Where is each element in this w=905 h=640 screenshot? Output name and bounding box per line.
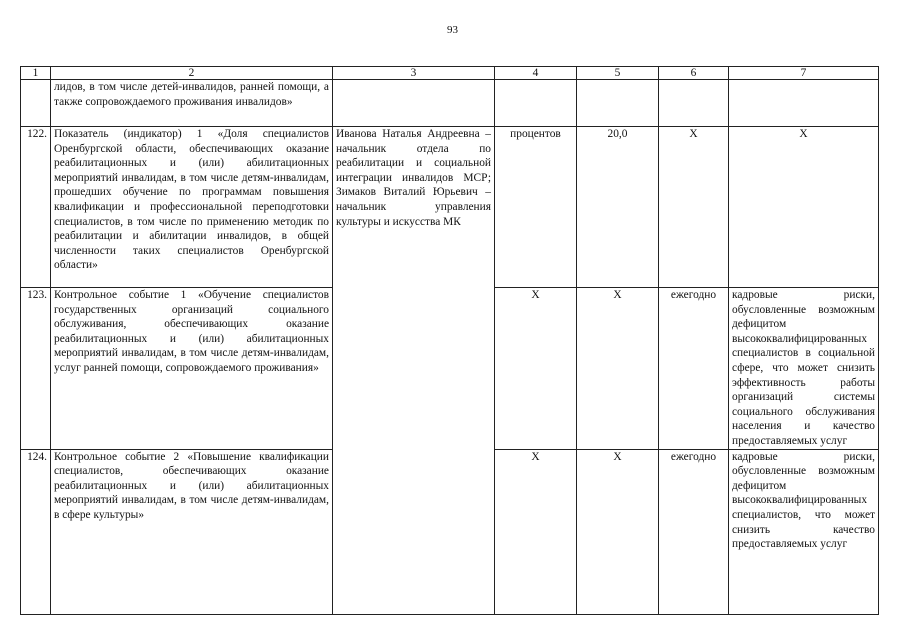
row-period: ежегодно — [659, 288, 729, 450]
row-name: лидов, в том числе детей-инвалидов, ранней помощи, а также сопровождаемого проживания инвалидов» — [51, 80, 333, 127]
table-row — [21, 80, 879, 127]
row-number: 123. — [21, 288, 51, 450]
row-risks: кадровые риски, обусловленные возможным дефицитом высококвалифицированных специалистов в социальной сфере, что может снизить эффективность работы организаций системы социального обслуживания населения и качество предоставляемых услуг — [729, 288, 879, 450]
row-number: 122. — [21, 127, 51, 288]
row-risks: Х — [729, 127, 879, 288]
row-risks — [729, 80, 879, 127]
row-number — [21, 80, 51, 127]
header-col-5: 5 — [577, 67, 659, 80]
row-risks: кадровые риски, обусловленные возможным дефицитом высококвалифицированных специалистов, что может снизить качество предоставляемых услуг — [729, 449, 879, 614]
row-value — [577, 80, 659, 127]
row-responsible: Иванова Наталья Андреевна – начальник отдела по реабилитации и социальной интеграции инвалидов МСР; Зимаков Виталий Юрьевич – начальник управления культуры и искусства МК — [333, 127, 495, 615]
header-col-4: 4 — [495, 67, 577, 80]
row-value: Х — [577, 288, 659, 450]
row-name: Показатель (индикатор) 1 «Доля специалистов Оренбургской области, обеспечивающих оказание реабилитационных и (или) абилитационных мероприятий инвалидам, в том числе детям-инвалидам, прошедших обучение по программам повышения квалификации и профессиональной переподготовки специалистов, в том числе по применению методик по реабилитации и абилитации инвалидов, в общей численности таких специалистов Оренбургской области» — [51, 127, 333, 288]
row-unit: Х — [495, 288, 577, 450]
row-unit — [495, 80, 577, 127]
page-number: 93 — [447, 24, 458, 36]
header-col-1: 1 — [21, 67, 51, 80]
header-row — [21, 67, 879, 80]
row-responsible — [333, 80, 495, 127]
header-col-2: 2 — [51, 67, 333, 80]
table-row — [21, 127, 879, 288]
row-name: Контрольное событие 2 «Повышение квалификации специалистов, обеспечивающих оказание реабилитационных и (или) абилитационных мероприятий инвалидам, в том числе детям-инвалидам, в сфере культуры» — [51, 449, 333, 614]
row-unit: процентов — [495, 127, 577, 288]
row-period — [659, 80, 729, 127]
row-number: 124. — [21, 449, 51, 614]
header-col-3: 3 — [333, 67, 495, 80]
row-unit: Х — [495, 449, 577, 614]
row-value: 20,0 — [577, 127, 659, 288]
row-value: Х — [577, 449, 659, 614]
row-period: ежегодно — [659, 449, 729, 614]
header-col-6: 6 — [659, 67, 729, 80]
header-col-7: 7 — [729, 67, 879, 80]
plan-table — [20, 66, 879, 615]
row-period: Х — [659, 127, 729, 288]
row-name: Контрольное событие 1 «Обучение специалистов государственных организаций социального обслуживания, обеспечивающих оказание реабилитационных и (или) абилитационных мероприятий инвалидам, в том числе детям-инвалидам, услуг ранней помощи, сопровождаемого проживания» — [51, 288, 333, 450]
